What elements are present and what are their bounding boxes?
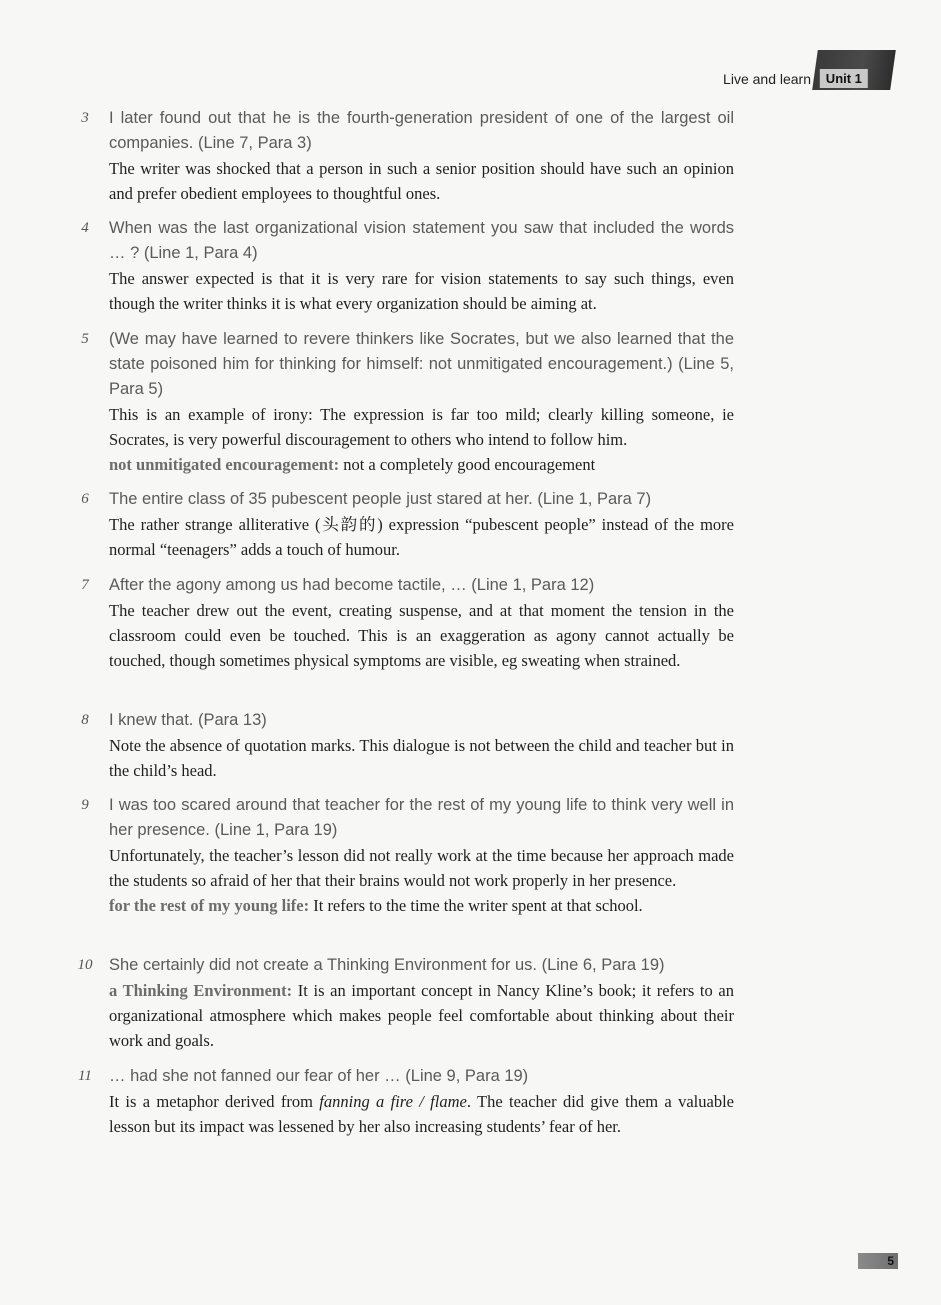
quoted-sentence: When was the last organizational vision statement you saw that included the words … ? (Line 1, Para 4) [109,219,734,262]
note-item-8 [72,708,734,783]
note-item-5 [72,327,734,477]
explanation-end: . The teacher did give them a valuable lesson but its impact was lessened by her also increasing students’ fear of her. [109,1092,734,1136]
item-number: 8 [81,712,89,728]
explanation: Unfortunately, the teacher’s lesson did not really work at the time because her approach made the students so afraid of her that their brains would not work properly in her presence. [109,846,734,890]
item-number: 7 [81,577,89,593]
explanation: The answer expected is that it is very rare for vision statements to say such things, even though the writer thinks it is what every organization should be aiming at. [109,269,734,313]
quoted-sentence: The entire class of 35 pubescent people just stared at her. (Line 1, Para 7) [109,490,652,508]
explanation: This is an example of irony: The expression is far too mild; clearly killing someone, ie Socrates, is very powerful discouragement to others who intend to follow him. [109,405,734,449]
term: not unmitigated encouragement: [109,455,340,474]
quoted-sentence: I later found out that he is the fourth-generation president of one of the largest oil companies. (Line 7, Para 3) [109,109,734,152]
item-number: 9 [81,797,89,813]
explanation: The writer was shocked that a person in such a senior position should have such an opinion and prefer obedient employees to thoughtful ones. [109,159,734,203]
quoted-sentence: … had she not fanned our fear of her … (Line 9, Para 19) [109,1067,529,1085]
unit-label: Unit 1 [820,69,868,88]
term: a Thinking Environment: [109,981,293,1000]
explanation-emphasis: fanning a fire / flame [319,1092,467,1111]
page-number: 5 [858,1253,898,1269]
term: for the rest of my young life: [109,896,310,915]
running-header [723,68,893,90]
item-number: 3 [81,110,89,126]
running-title: Live and learn [723,71,811,87]
unit-tab [812,50,896,90]
quoted-sentence: I knew that. (Para 13) [109,711,267,729]
item-number: 5 [81,331,89,347]
quoted-sentence: After the agony among us had become tactile, … (Line 1, Para 12) [109,576,595,594]
note-item-7 [72,573,734,673]
note-item-3 [72,106,734,206]
term-explanation: It refers to the time the writer spent at that school. [313,896,643,915]
quoted-sentence: She certainly did not create a Thinking Environment for us. (Line 6, Para 19) [109,956,665,974]
item-number: 11 [78,1068,92,1084]
quoted-sentence: (We may have learned to revere thinkers like Socrates, but we also learned that the state poisoned him for thinking for himself: not unmitigated encouragement.) (Line 5, Para 5) [109,330,734,398]
term-explanation: not a completely good encouragement [343,455,596,474]
term-note [109,893,734,918]
note-item-6 [72,487,734,562]
note-item-11 [72,1064,734,1139]
item-number: 4 [81,220,89,236]
term-explanation: It is an important concept in Nancy Kline’s book; it refers to an organizational atmosphere which makes people feel comfortable about thinking about their work and goals. [109,981,734,1050]
term-note [109,978,734,1053]
explanation: The teacher drew out the event, creating suspense, and at that moment the tension in the classroom could even be touched. This is an exaggeration as agony cannot actually be touched, though sometimes physical symptoms are visible, eg sweating when strained. [109,601,734,670]
explanation: The rather strange alliterative (头韵的) expression “pubescent people” instead of the more normal “teenagers” adds a touch of humour. [109,515,734,559]
explanation [109,1089,734,1139]
explanation: Note the absence of quotation marks. This dialogue is not between the child and teacher but in the child’s head. [109,736,734,780]
item-number: 10 [77,957,93,973]
note-item-9 [72,793,734,918]
explanation-start: It is a metaphor derived from [109,1092,320,1111]
item-number: 6 [81,491,89,507]
note-item-4 [72,216,734,316]
quoted-sentence: I was too scared around that teacher for the rest of my young life to think very well in her presence. (Line 1, Para 19) [109,796,734,839]
term-note [109,452,734,477]
note-item-10 [72,953,734,1053]
